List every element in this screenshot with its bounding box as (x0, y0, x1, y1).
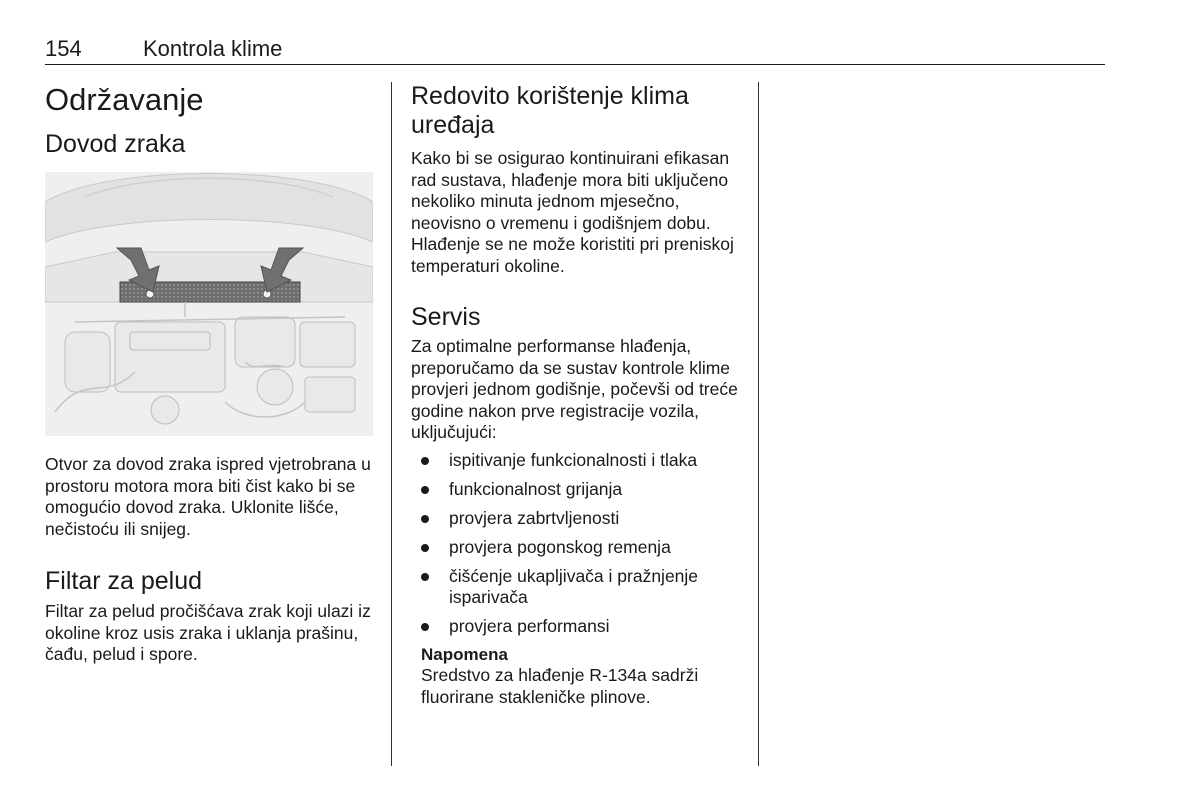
service-checklist (411, 450, 751, 638)
bullet-icon (421, 544, 429, 552)
bullet-icon (421, 515, 429, 523)
note-title: Napomena (421, 645, 508, 664)
left-column (45, 82, 375, 666)
subheading-air-intake: Dovod zraka (45, 130, 186, 158)
bullet-icon (421, 457, 429, 465)
service-paragraph: Za optimalne performanse hlađenja, preporučamo da se sustav kontrole klime provjeri jednom godišnje, počevši od treće godine nakon prve registracije vozila, uključujući: (411, 336, 738, 442)
page-header (45, 36, 1105, 65)
heading-regular-use: Redovito korištenje klima uređaja (411, 82, 689, 139)
bullet-icon (421, 486, 429, 494)
heading-service: Servis (411, 303, 481, 331)
list-item: funkcionalnost grijanja (411, 479, 751, 501)
column-divider (391, 82, 392, 766)
note-text: Sredstvo za hlađenje R-134a sadrži fluorirane stakleničke plinove. (421, 665, 699, 707)
list-item: provjera performansi (411, 616, 751, 638)
section-title: Kontrola klime (143, 36, 283, 61)
bullet-icon (421, 573, 429, 581)
bullet-icon (421, 623, 429, 631)
column-divider (758, 82, 759, 766)
page-heading: Održavanje (45, 82, 204, 117)
list-item: čišćenje ukapljivača i pražnjenje isparivača (411, 566, 751, 609)
air-intake-paragraph: Otvor za dovod zraka ispred vjetrobrana u prostoru motora mora biti čist kako bi se omogućio dovod zraka. Uklonite lišće, nečistoću ili snijeg. (45, 454, 371, 539)
list-item: ispitivanje funkcionalnosti i tlaka (411, 450, 751, 472)
list-item: provjera pogonskog remenja (411, 537, 751, 559)
list-item: provjera zabrtvljenosti (411, 508, 751, 530)
subheading-pollen-filter: Filtar za pelud (45, 567, 203, 595)
engine-bay-illustration (45, 172, 373, 436)
regular-use-paragraph: Kako bi se osigurao kontinuirani efikasan rad sustava, hlađenje mora biti uključeno nekoliko minuta jednom mjesečno, neovisno o vremenu i godišnjem dobu. Hlađenje se ne može koristiti pri preniskoj temperaturi okoline. (411, 148, 734, 276)
page-number: 154 (45, 36, 82, 61)
middle-column (411, 82, 751, 708)
pollen-filter-paragraph: Filtar za pelud pročišćava zrak koji ulazi iz okoline kroz usis zraka i uklanja prašinu, čađu, pelud i spore. (45, 601, 371, 664)
